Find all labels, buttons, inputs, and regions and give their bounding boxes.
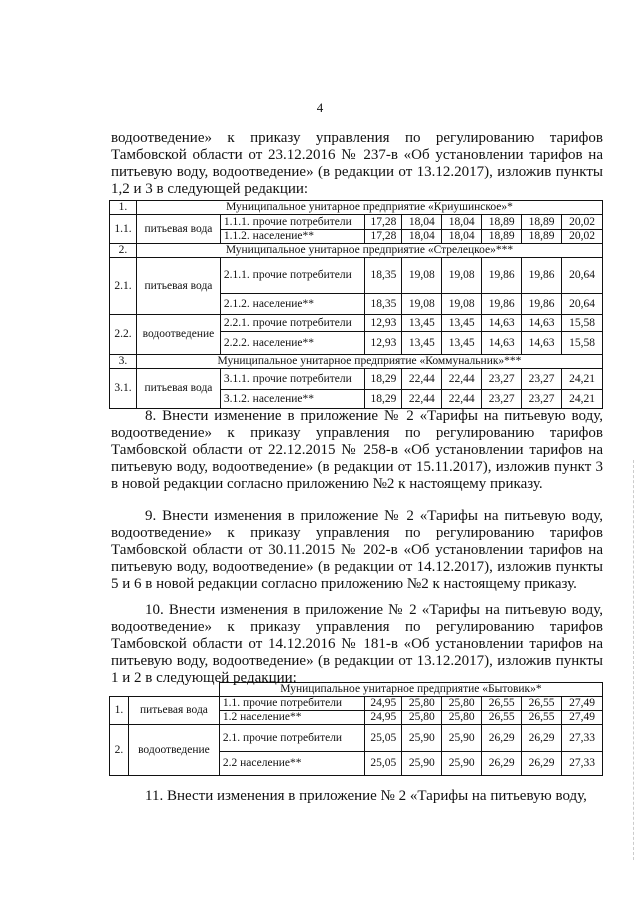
tariff-value: 23,27 (522, 369, 562, 390)
tariff-value: 12,93 (365, 315, 402, 332)
tariff-value: 24,95 (365, 697, 402, 711)
tariff-value: 24,21 (562, 369, 603, 390)
row-number: 2.1. (110, 258, 137, 315)
tariff-value: 18,35 (365, 258, 402, 294)
tariff-value: 18,04 (442, 230, 482, 244)
tariff-value: 13,45 (442, 315, 482, 332)
consumer-category: 1.2 население** (219, 711, 365, 725)
tariff-value: 24,95 (365, 711, 402, 725)
consumer-category: 3.1.2. население** (220, 390, 364, 409)
row-number: 2. (110, 725, 129, 776)
tariff-value: 25,80 (402, 697, 442, 711)
tariff-value: 18,89 (482, 215, 522, 230)
tariff-value: 18,89 (522, 215, 562, 230)
tariff-value: 22,44 (442, 369, 482, 390)
tariff-value: 26,29 (522, 725, 562, 752)
tariff-value: 18,04 (402, 215, 442, 230)
tariff-value: 19,86 (482, 294, 522, 315)
tariff-value: 14,63 (482, 315, 522, 332)
tariff-value: 25,90 (442, 752, 482, 776)
tariff-value: 13,45 (442, 332, 482, 355)
tariff-value: 13,45 (402, 315, 442, 332)
row-number: 1. (110, 201, 137, 215)
tariff-value: 25,90 (442, 725, 482, 752)
tariff-value: 25,80 (442, 711, 482, 725)
tariff-value: 15,58 (562, 315, 603, 332)
tariff-value: 19,08 (442, 294, 482, 315)
tariff-value: 25,05 (365, 725, 402, 752)
tariff-value: 17,28 (365, 215, 402, 230)
row-number: 2. (110, 244, 137, 258)
tariff-value: 18,29 (365, 369, 402, 390)
service-type: питьевая вода (136, 215, 220, 244)
tariff-value: 19,86 (522, 294, 562, 315)
tariff-value: 19,86 (482, 258, 522, 294)
row-number: 1.1. (110, 215, 137, 244)
tariff-value: 26,55 (522, 697, 562, 711)
tariff-value: 18,04 (442, 215, 482, 230)
table-row (110, 315, 603, 332)
enterprise-name: Муниципальное унитарное предприятие «Стрелецкое»*** (136, 244, 602, 258)
tariff-value: 25,05 (365, 752, 402, 776)
tariff-value: 26,29 (482, 725, 522, 752)
table-row (110, 725, 603, 752)
tariff-value: 20,64 (562, 294, 603, 315)
service-type: питьевая вода (136, 258, 220, 315)
consumer-category: 2.2.2. население** (220, 332, 364, 355)
tariff-value: 20,02 (562, 230, 603, 244)
tariff-value: 20,02 (562, 215, 603, 230)
consumer-category: 2.1.2. население** (220, 294, 364, 315)
scan-edge-line (632, 460, 634, 860)
table-row (110, 244, 603, 258)
table-row (110, 355, 603, 369)
table-row (110, 369, 603, 390)
tariff-value: 22,44 (402, 369, 442, 390)
table-row (110, 258, 603, 294)
tariff-value: 25,90 (402, 725, 442, 752)
tariff-value: 26,55 (482, 697, 522, 711)
consumer-category: 2.2.1. прочие потребители (220, 315, 364, 332)
tariff-value: 19,08 (402, 294, 442, 315)
table-row (110, 215, 603, 230)
tariff-value: 22,44 (442, 390, 482, 409)
tariff-table-2 (109, 682, 603, 776)
tariff-value: 27,49 (562, 711, 603, 725)
service-type: питьевая вода (136, 369, 220, 409)
tariff-value: 19,86 (522, 258, 562, 294)
tariff-value: 23,27 (522, 390, 562, 409)
tariff-value: 27,49 (562, 697, 603, 711)
tariff-table-1 (109, 200, 603, 409)
table-row (110, 697, 603, 711)
tariff-value: 18,89 (522, 230, 562, 244)
tariff-value: 26,29 (522, 752, 562, 776)
consumer-category: 2.1. прочие потребители (219, 725, 365, 752)
tariff-value: 25,80 (442, 697, 482, 711)
tariff-value: 13,45 (402, 332, 442, 355)
tariff-value: 15,58 (562, 332, 603, 355)
tariff-value: 26,55 (522, 711, 562, 725)
service-type: питьевая вода (128, 697, 219, 725)
paragraph-intro: водоотведение» к приказу управления по регулированию тарифов Тамбовской области от 23.12.2016 № 237-в «Об установлении тарифов на питьевую воду, водоотведение» (в редакции от 13.12.2017), изложив пункты 1,2 и 3 в следующей редакции: (111, 130, 603, 197)
consumer-category: 1.1.1. прочие потребители (220, 215, 364, 230)
consumer-category: 1.1.2. население** (220, 230, 364, 244)
tariff-value: 14,63 (522, 332, 562, 355)
tariff-value: 27,33 (562, 752, 603, 776)
tariff-value: 25,90 (402, 752, 442, 776)
paragraph-11: 11. Внести изменения в приложение № 2 «Тарифы на питьевую воду, (145, 788, 587, 804)
tariff-value: 14,63 (482, 332, 522, 355)
tariff-value: 18,89 (482, 230, 522, 244)
tariff-value: 18,29 (365, 390, 402, 409)
tariff-value: 14,63 (522, 315, 562, 332)
empty-cell (110, 683, 129, 697)
tariff-value: 12,93 (365, 332, 402, 355)
tariff-value: 18,35 (365, 294, 402, 315)
paragraph-9: 9. Внести изменения в приложение № 2 «Тарифы на питьевую воду, водоотведение» к приказу управления по регулированию тарифов Тамбовской области от 30.11.2015 № 202-в «Об установлении тарифов на питьевую воду, водоотведение» (в редакции от 14.12.2017), изложив пункты 5 и 6 в новой редакции согласно приложению №2 к настоящему приказу. (111, 508, 603, 592)
row-number: 3.1. (110, 369, 137, 409)
table-row (110, 201, 603, 215)
service-type: водоотведение (136, 315, 220, 355)
tariff-value: 20,64 (562, 258, 603, 294)
table-row (110, 683, 603, 697)
tariff-value: 24,21 (562, 390, 603, 409)
row-number: 2.2. (110, 315, 137, 355)
empty-cell (128, 683, 219, 697)
service-type: водоотведение (128, 725, 219, 776)
tariff-value: 23,27 (482, 390, 522, 409)
page-number: 4 (316, 100, 324, 115)
consumer-category: 2.2 население** (219, 752, 365, 776)
tariff-value: 26,29 (482, 752, 522, 776)
tariff-value: 22,44 (402, 390, 442, 409)
tariff-value: 17,28 (365, 230, 402, 244)
tariff-value: 26,55 (482, 711, 522, 725)
tariff-value: 19,08 (442, 258, 482, 294)
tariff-value: 19,08 (402, 258, 442, 294)
consumer-category: 2.1.1. прочие потребители (220, 258, 364, 294)
tariff-value: 23,27 (482, 369, 522, 390)
paragraph-10: 10. Внести изменения в приложение № 2 «Тарифы на питьевую воду, водоотведение» к приказу управления по регулированию тарифов Тамбовской области от 14.12.2016 № 181-в «Об установлении тарифов на питьевую воду, водоотведение» (в редакции от 13.12.2017), изложив пункты 1 и 2 в следующей редакции: (111, 602, 603, 686)
tariff-value: 18,04 (402, 230, 442, 244)
consumer-category: 3.1.1. прочие потребители (220, 369, 364, 390)
row-number: 1. (110, 697, 129, 725)
enterprise-name: Муниципальное унитарное предприятие «Бытовик»* (219, 683, 602, 697)
consumer-category: 1.1. прочие потребители (219, 697, 365, 711)
tariff-value: 27,33 (562, 725, 603, 752)
row-number: 3. (110, 355, 137, 369)
tariff-value: 25,80 (402, 711, 442, 725)
enterprise-name: Муниципальное унитарное предприятие «Коммунальник»*** (136, 355, 602, 369)
paragraph-8: 8. Внести изменение в приложение № 2 «Тарифы на питьевую воду, водоотведение» к приказу управления по регулированию тарифов Тамбовской области от 22.12.2015 № 258-в «Об установлении тарифов на питьевую воду, водоотведение» (в редакции от 15.11.2017), изложив пункт 3 в новой редакции согласно приложению №2 к настоящему приказу. (111, 408, 603, 492)
enterprise-name: Муниципальное унитарное предприятие «Криушинское»* (136, 201, 602, 215)
